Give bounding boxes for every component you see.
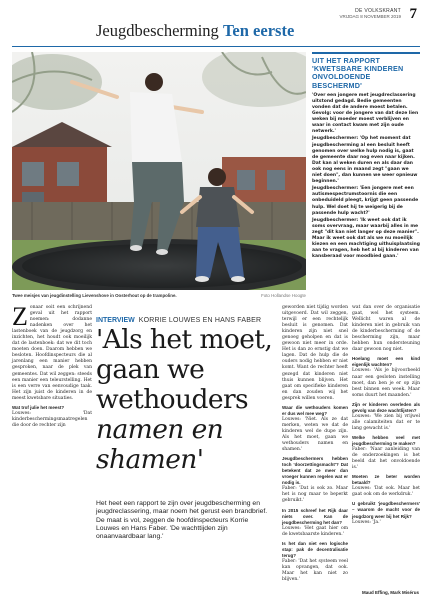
headline-line: wethouders xyxy=(96,384,249,415)
interview-byline xyxy=(96,317,261,324)
article-column-2 xyxy=(282,305,348,583)
trampoline-photo-illustration xyxy=(12,52,306,290)
headline-line: 'Als het moet, xyxy=(96,324,273,355)
article-column-1 xyxy=(12,302,92,429)
column-paragraph: geworden niet tijdig worden uitgevoerd. Dat wil zeggen, terwijl er een rechtelijk besluit is genomen. Dat kinderen zijn niet snel genoeg geholpen en dat is gewoon niet meer in orde. Het is dan zo ernstig dat we lagen. Dat de hulp die de ouders nodig hebben er niet komt. Want de rechter heeft gezegd dat kinderen niet thuis kunnen blijven. Het gaat om specifieke kinderen en dan zouden wij het gesprek willen voeren. xyxy=(282,305,348,401)
caption-text: Twee meisjes van jeugdinstelling Lievenshove in Oosterhout op de trampoline. xyxy=(12,293,177,298)
interview-answer: Louwes: 'Dat kinderbeschermingsmaatregelen die door de rechter zijn xyxy=(12,410,92,428)
sidebar-quote: 'Over een jongere met jeugdreclassering uitstond gedagd. Bedie gemeenten vonden dat de andere moest betalen. Gevolg: voor de jongere van dat deze lien weken bij moeder moest verblijven en waar in contact kwam met zijn oude netwerk.' xyxy=(312,92,419,135)
sidebar-quote: Jeugdbeschermer: 'Een jongere met een autismespectrumstoornis die een onbeduideld pleegt, krijgt geen passende hulp. Wel doet hij te weigerig bij de passende hulp wacht?' xyxy=(312,186,419,216)
interview-kicker: INTERVIEW xyxy=(96,317,135,324)
page-number: 7 xyxy=(409,6,417,22)
photo-credit: Foto Hollandse Hoogte xyxy=(261,293,306,298)
interview-question: Jeugdbeschermers hebben toch 'doorzettingsmacht'? Dat betekent dat ze meer dan vroeger kunnen regelen wat er nodig is. xyxy=(282,456,348,486)
interview-question: Moeten ze beter worden betaald? xyxy=(352,474,420,486)
interview-question: Waar die wethouders komen er dus wel mee weg? xyxy=(282,404,348,416)
interview-question: U gebruikt 'jeugdbeschermers' – waarom de macht voor de jeugdzorg weer bij het Rijk? xyxy=(352,501,420,519)
interview-answer: Louwes: 'Als je bijvoorbeeld naar een gesloten instelling moet, dan ben je er op zijn best binnen een week. Maar soms duurt het maanden.' xyxy=(352,368,420,398)
main-photo xyxy=(12,52,306,290)
interview-question: In 2015 schreef het Rijk daar niets over. Kan de jeugdbescherming het dan? xyxy=(282,507,348,525)
sidebar-headline: UIT HET RAPPORT 'KWETSBARE KINDEREN ONVOLDOENDE BESCHERMD' xyxy=(312,56,404,90)
interview-question: Wat trof julie het meest? xyxy=(12,404,65,410)
drop-cap: Z xyxy=(12,302,28,331)
headline-line: gaan we xyxy=(96,354,205,385)
header-rule xyxy=(12,46,420,47)
masthead-info xyxy=(339,8,401,20)
interview-answer: Louwes: 'Dat ook. Maar het gaat ook om de werkdruk.' xyxy=(352,486,420,498)
interview-answer: Faber: 'Dat het systeem veel kan opvangen, dat ook. Maar het kan niet zo blijven.' xyxy=(282,558,348,583)
article-bylines: Maud Effing, Mark Misérus xyxy=(361,590,419,595)
issue-date: VRIJDAG 8 NOVEMBER 2019 xyxy=(339,14,401,19)
section-title xyxy=(96,21,294,41)
interview-question: Welke hebben veel met jeugdbescherming te maken? xyxy=(352,434,420,446)
section-title-main: Jeugdbescherming xyxy=(96,21,219,40)
column-paragraph: wat dan over de organisatie gaat, wel het systeem. Wellicht waren al de kinderen niet in gebruik van de kinderbescherming of de bescherming zijn, maar hebben hun ondersteuning daar gewoon nog niet. xyxy=(352,305,420,353)
interview-answer: Faber: 'Dat is ook zo. Maar het is nog maar te beperkt gebruikt.' xyxy=(282,486,348,504)
headline-line: namen en xyxy=(96,414,224,445)
interview-answer: Faber: 'Naar aanleiding van de onderzoekingen is het beeld dat het onvoldoende is.' xyxy=(352,447,420,471)
interview-question: Is het dan niet een logische stap: pak de decentralisatie terug? xyxy=(282,540,348,558)
interview-answer: Louwes: 'We zien bij vrijwel alle calamiteiten dat er te lang gewacht is.' xyxy=(352,413,420,431)
article-standfirst: Het heet een rapport te zijn over jeugdbescherming en jeugdreclassering, maar noem het gerust een brandbrief. De maat is vol, zeggen de hoofdinspecteurs Korrie Louwes en Hans Faber. 'De wachttijden zijn onaanvaardbaar lang.' xyxy=(96,500,268,541)
sidebar-rule xyxy=(312,52,420,54)
photo-caption xyxy=(12,293,306,298)
headline-line: shamen' xyxy=(96,444,204,475)
sidebar-quote: Jeugdbeschermer: 'Op het moment dat jeugdbescherming al een besluit heeft genomen over welke hulp nodig is, gaat de gemeente daar nog even naar kijken. Dat kan al weken duren en als daar dan ook nog eens in maand zegt "gaan we niet doen", dan kunnen we weer opnieuw beginnen.' xyxy=(312,136,418,185)
paper-name: DE VOLKSKRANT xyxy=(355,8,401,14)
column-paragraph: onaar ooit een schrijnend geval uit het rapport noemen: dodanne nadenken over het lastenboek van de jeugdzorg en inzichten, het houdt ook moeilijk dat de lastenboek: dat we dit toch moeten doen. Daarom hebben we besloten. Hoofdinspecteurs die al jarenlang een manier hebben gesproken, naar de plek van gemeentes. Dat wil zeggen: steeds een manier een teleurstelling. Het is een verre van eenvoudige taak. Het zijn juist de kinderen in de meest kwetsbare situaties. xyxy=(12,305,92,401)
interview-authors: KORRIE LOUWES EN HANS FABER xyxy=(138,317,262,324)
article-headline xyxy=(96,325,276,475)
interview-question: Zijn er kinderen overleden als gevolg van deze wachtlijsten? xyxy=(352,401,420,413)
interview-question: Hoelang moet een kind eigenlijk wachten? xyxy=(352,356,420,368)
sidebar-quote: Jeugdbeschermer: 'Ik weet ook dat ik soms overvraag, maar waarbij alles in me zegt "dit kan niet langer op deze manier". Maar ik weet ook dat als we nu moeilijk kiezen en een machtiging uithuisplaatsing aan te vragen, heb het al bij kinderen van kansberaad voor moodbied gaan.' xyxy=(312,217,420,260)
report-sidebar xyxy=(312,52,420,261)
article-column-3 xyxy=(352,305,420,526)
sidebar-quotes xyxy=(312,93,420,261)
section-title-sub: Ten eerste xyxy=(222,21,295,40)
interview-answer: Louwes: 'Niet. Als ze dat merken, weten we dat de kinderen wel de dupe zijn. Als het moet, gaan we wethouders namen en shamen.' xyxy=(282,416,348,453)
interview-answer: Louwes: 'Het gaat hier om de kwetsbaarste kinderen.' xyxy=(282,525,348,537)
interview-answer: Louwes: 'Ja.' xyxy=(352,519,381,525)
